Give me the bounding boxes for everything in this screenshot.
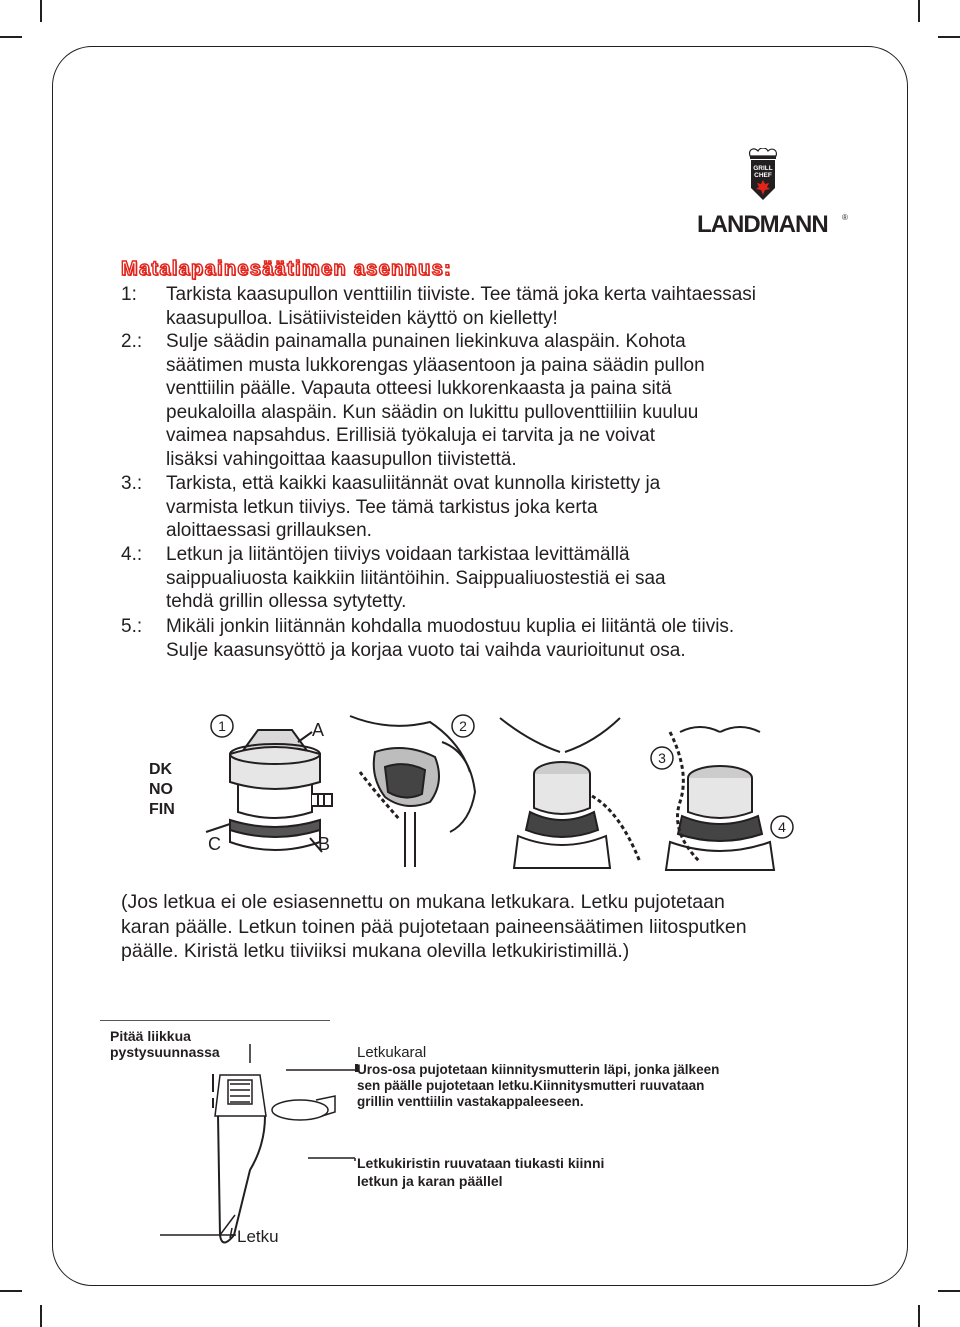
crop-mark	[40, 1305, 42, 1327]
step-line: Tarkista kaasupullon venttiilin tiiviste. Tee tämä joka kerta vaihtaessasi	[166, 284, 756, 305]
vertical-label-line: pystysuunnassa	[110, 1044, 220, 1060]
country-code: NO	[149, 781, 173, 798]
step-line: säätimen musta lukkorengas yläasentoon ja paina säädin pullon	[166, 354, 705, 376]
step-line: Letkun ja liitäntöjen tiiviys voidaan tarkistaa levittämällä	[166, 544, 630, 565]
hose-nipple-text-line: Uros-osa pujotetaan kiinnitysmutterin läpi, jonka jälkeen	[357, 1062, 720, 1077]
crop-mark	[0, 36, 22, 38]
part-label-b: B	[318, 834, 331, 854]
step-line: Mikäli jonkin liitännän kohdalla muodostuu kuplia ei liitäntä ole tiivis.	[166, 616, 735, 637]
step-line: kaasupulloa. Lisätiivisteiden käyttö on kielletty!	[166, 307, 558, 329]
hose-label: Letku	[237, 1227, 279, 1246]
crop-mark	[0, 1290, 22, 1292]
figure-step-3: 3	[658, 750, 666, 766]
brand-name: LANDMANN	[697, 211, 828, 238]
step-number: 2.:	[121, 331, 143, 352]
crop-mark	[40, 0, 42, 22]
vertical-movement-label	[110, 1028, 220, 1060]
step-line: Sulje kaasunsyöttö ja korjaa vuoto tai vaihda vaurioitunut osa.	[166, 639, 686, 661]
step-number: 3.:	[121, 473, 143, 494]
hose-nipple-text-line: grillin venttiilin vastakappaleeseen.	[357, 1094, 584, 1109]
regulator-on-cylinder-illustration	[666, 727, 774, 870]
step-line: venttiilin päälle. Vapauta otteesi lukkorenkaasta ja paina sitä	[166, 378, 672, 399]
hands-illustration-2	[350, 716, 475, 867]
hose-note	[121, 890, 747, 964]
part-label-a: A	[312, 720, 325, 740]
hose-nipple-text	[357, 1062, 719, 1110]
step-line: saippualiuosta kaikkiin liitäntöihin. Saippualiuostestiä ei saa	[166, 567, 666, 589]
clamp-text-line: Letkukiristin ruuvataan tiukasti kiinni	[357, 1155, 605, 1171]
note-line: karan päälle. Letkun toinen pää pujotetaan paineensäätimen liitosputken	[121, 915, 747, 938]
figure-step-4: 4	[778, 819, 786, 835]
note-line: (Jos letkua ei ole esiasennettu on mukana letkukara. Letku pujotetaan	[121, 891, 725, 913]
hose-nipple-icon	[228, 1080, 252, 1104]
country-code: FIN	[149, 801, 175, 818]
step-line: vaimea napsahdus. Erillisiä työkaluja ei tarvita ja ne voivat	[166, 425, 655, 446]
badge-line1: GRILL	[753, 165, 773, 172]
step-line: aloittaessasi grillauksen.	[166, 520, 372, 541]
section-heading: Matalapainesäätimen asennus:	[121, 258, 452, 280]
chef-hat-icon	[750, 148, 777, 200]
country-code: DK	[149, 761, 173, 778]
landmann-logo	[692, 148, 852, 238]
crop-mark	[938, 36, 960, 38]
vertical-label-line: Pitää liikkua	[110, 1028, 191, 1044]
figure-step-2: 2	[459, 718, 467, 734]
crop-mark	[918, 1305, 920, 1327]
hose-nipple-label: Letkukaral	[357, 1044, 427, 1061]
hose-clamp-icon	[272, 1096, 335, 1120]
figure-step-1: 1	[218, 718, 226, 734]
crop-mark	[918, 0, 920, 22]
clamp-text	[357, 1154, 604, 1190]
step-line: lisäksi vahingoittaa kaasupullon tiivistettä.	[166, 448, 517, 470]
step-line: varmista letkun tiiviys. Tee tämä tarkistus joka kerta	[166, 496, 598, 518]
country-codes	[149, 760, 175, 820]
registered-mark: ®	[842, 213, 848, 222]
badge-line2: CHEF	[754, 172, 772, 179]
step-line: Sulje säädin painamalla punainen liekinkuva alaspäin. Kohota	[166, 331, 686, 352]
step-line: peukaloilla alaspäin. Kun säädin on lukittu pulloventtiiliin kuuluu	[166, 401, 699, 423]
installation-illustration	[200, 712, 820, 872]
hands-illustration-3	[500, 718, 640, 868]
regulator-illustration	[206, 730, 332, 852]
hose-nipple-text-line: sen päälle pujotetaan letku.Kiinnitysmutteri ruuvataan	[357, 1078, 705, 1093]
step-number: 1:	[121, 284, 137, 305]
part-label-c: C	[208, 834, 221, 854]
step-line: Tarkista, että kaikki kaasuliitännät ovat kunnolla kiristetty ja	[166, 473, 661, 494]
crop-mark	[938, 1290, 960, 1292]
clamp-text-line: letkun ja karan päällel	[357, 1173, 503, 1189]
step-number: 4.:	[121, 544, 143, 565]
step-number: 5.:	[121, 616, 143, 637]
note-line: päälle. Kiristä letku tiiviiksi mukana olevilla letkukiristimillä.)	[121, 940, 630, 962]
step-line: tehdä grillin ollessa sytytetty.	[166, 591, 407, 612]
